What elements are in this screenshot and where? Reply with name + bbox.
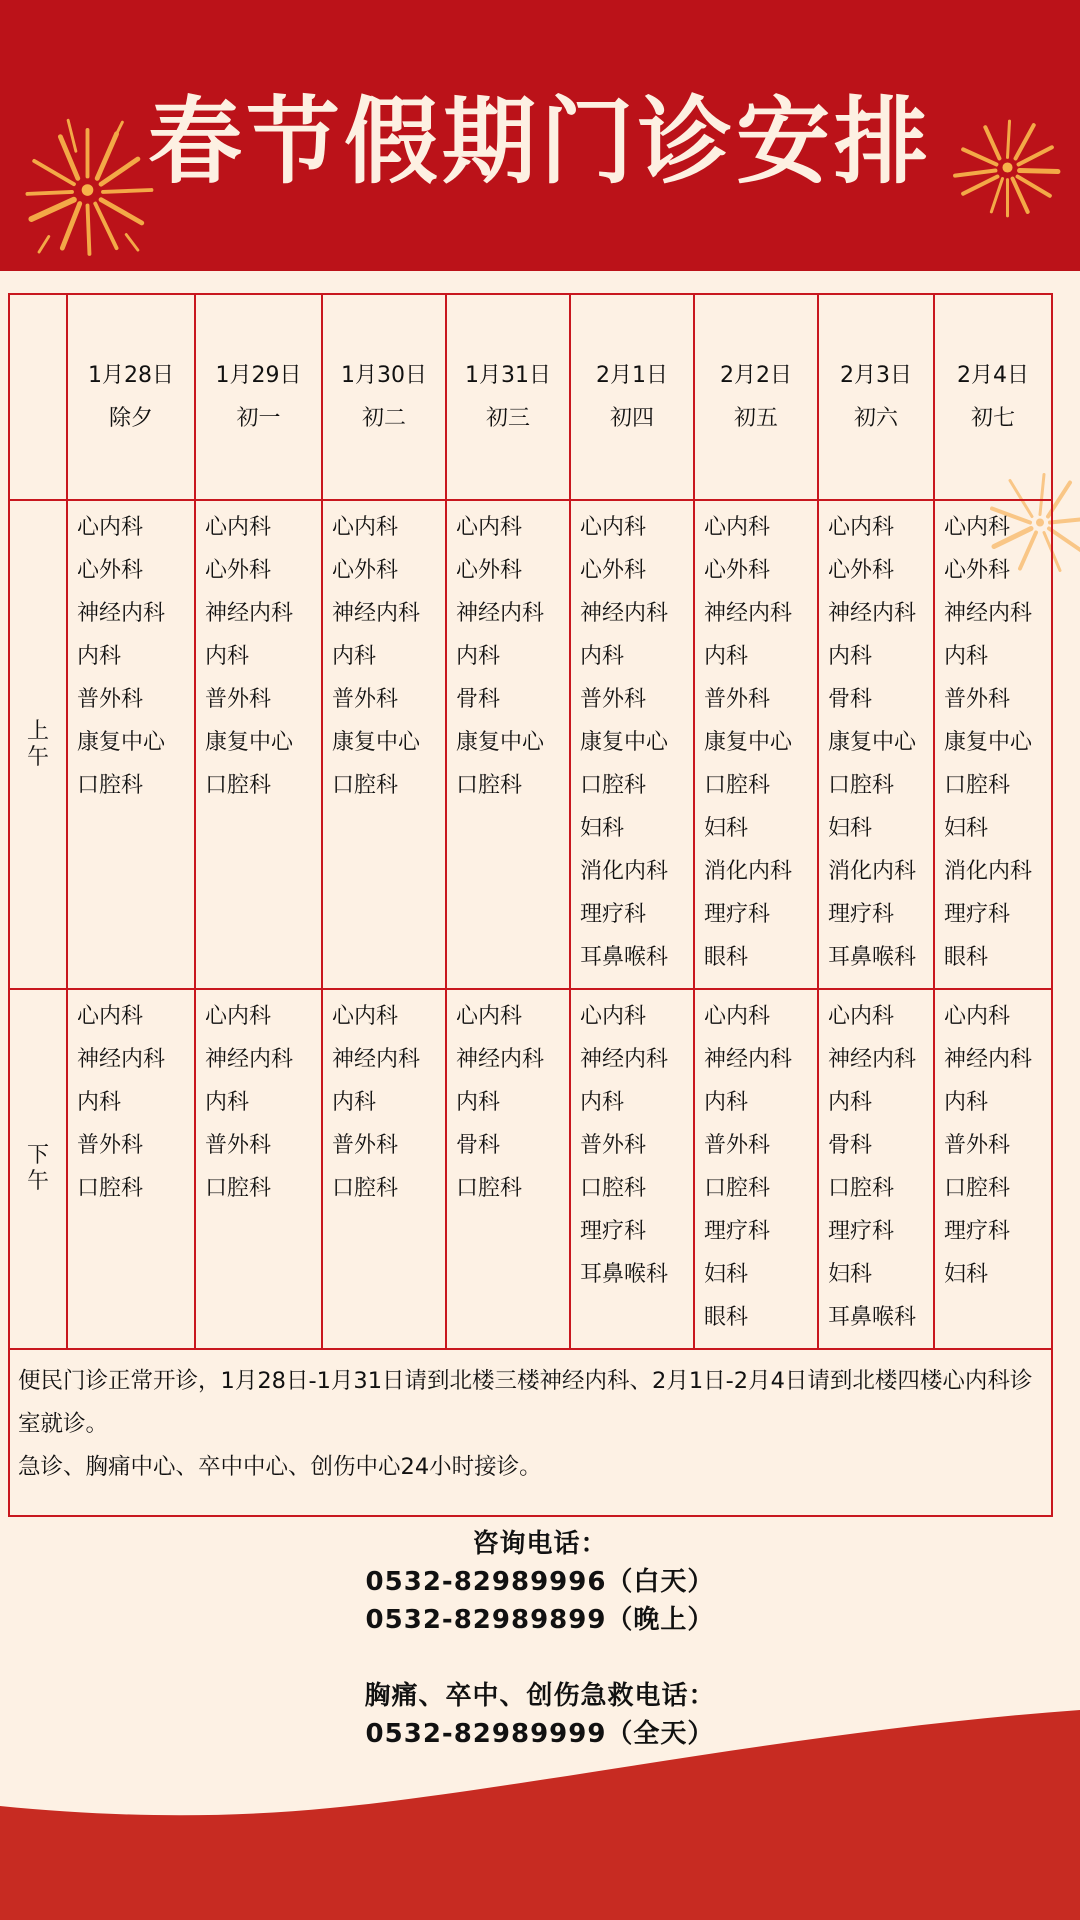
dept-item: 普外科 — [77, 1133, 144, 1158]
dept-item: 内科 — [456, 1090, 501, 1115]
column-date: 1月30日 — [341, 363, 427, 388]
dept-item: 眼科 — [944, 945, 989, 970]
dept-cell — [695, 501, 819, 990]
dept-item: 康复中心 — [944, 730, 1033, 755]
dept-item: 内科 — [704, 644, 749, 669]
dept-cell — [196, 501, 323, 990]
dept-item: 心内科 — [456, 515, 523, 540]
column-date: 2月2日 — [720, 363, 792, 388]
dept-list — [935, 990, 1051, 1296]
dept-item: 口腔科 — [580, 1176, 647, 1201]
schedule-grid — [10, 295, 1051, 1350]
dept-cell — [819, 501, 935, 990]
dept-cell — [571, 501, 695, 990]
dept-item: 心内科 — [332, 515, 399, 540]
dept-item: 康复中心 — [77, 730, 166, 755]
column-lunar: 初三 — [485, 406, 530, 431]
period-cell-afternoon — [10, 990, 68, 1350]
column-date: 1月31日 — [465, 363, 551, 388]
schedule-table — [8, 293, 1053, 1517]
spacer — [0, 1639, 1080, 1677]
dept-list — [695, 990, 817, 1339]
dept-item: 消化内科 — [828, 859, 917, 884]
dept-item: 妇科 — [944, 1262, 989, 1287]
dept-cell — [695, 990, 819, 1350]
consult-label: 咨询电话： — [472, 1529, 608, 1559]
dept-item: 内科 — [828, 644, 873, 669]
dept-list — [196, 990, 321, 1210]
dept-item: 内科 — [704, 1090, 749, 1115]
dept-item: 神经内科 — [456, 601, 545, 626]
dept-item: 口腔科 — [332, 773, 399, 798]
dept-cell — [935, 990, 1051, 1350]
dept-item: 心内科 — [77, 515, 144, 540]
dept-cell — [571, 990, 695, 1350]
dept-item: 妇科 — [580, 816, 625, 841]
dept-item: 耳鼻喉科 — [580, 1262, 669, 1287]
consult-phone-day: 0532-82989996（白天） — [365, 1567, 715, 1597]
column-lunar: 除夕 — [108, 406, 153, 431]
dept-item: 内科 — [580, 644, 625, 669]
dept-item: 内科 — [944, 1090, 989, 1115]
dept-cell — [447, 501, 571, 990]
dept-item: 妇科 — [944, 816, 989, 841]
dept-item: 内科 — [332, 1090, 377, 1115]
dept-list — [571, 990, 693, 1296]
dept-item: 神经内科 — [944, 601, 1033, 626]
dept-item: 心内科 — [205, 515, 272, 540]
dept-item: 心外科 — [205, 558, 272, 583]
dept-item: 普外科 — [944, 1133, 1011, 1158]
dept-cell — [68, 501, 196, 990]
dept-item: 心内科 — [332, 1004, 399, 1029]
dept-item: 口腔科 — [704, 1176, 771, 1201]
dept-item: 普外科 — [704, 1133, 771, 1158]
dept-item: 心外科 — [828, 558, 895, 583]
dept-item: 普外科 — [944, 687, 1011, 712]
period-label: 上午 — [26, 718, 49, 770]
period-label: 下午 — [26, 1143, 49, 1194]
dept-item: 内科 — [205, 1090, 250, 1115]
column-header — [819, 295, 935, 501]
dept-item: 神经内科 — [456, 1047, 545, 1072]
dept-item: 普外科 — [580, 1133, 647, 1158]
dept-list — [323, 990, 445, 1210]
dept-cell — [196, 990, 323, 1350]
dept-item: 神经内科 — [580, 1047, 669, 1072]
dept-item: 口腔科 — [456, 773, 523, 798]
dept-item: 心内科 — [704, 515, 771, 540]
footer-wave — [0, 1690, 1080, 1920]
dept-item: 神经内科 — [704, 601, 793, 626]
dept-cell — [447, 990, 571, 1350]
dept-item: 理疗科 — [580, 902, 647, 927]
dept-item: 普外科 — [205, 1133, 272, 1158]
column-date: 2月3日 — [840, 363, 912, 388]
dept-list — [935, 501, 1051, 979]
dept-item: 内科 — [205, 644, 250, 669]
dept-item: 心外科 — [332, 558, 399, 583]
dept-item: 口腔科 — [332, 1176, 399, 1201]
page-title: 春节假期门诊安排 — [147, 88, 932, 197]
dept-list — [68, 990, 194, 1210]
dept-item: 口腔科 — [944, 1176, 1011, 1201]
dept-item: 心外科 — [944, 558, 1011, 583]
dept-item: 内科 — [332, 644, 377, 669]
dept-item: 心内科 — [704, 1004, 771, 1029]
dept-item: 普外科 — [580, 687, 647, 712]
dept-item: 理疗科 — [828, 902, 895, 927]
dept-item: 妇科 — [704, 816, 749, 841]
corner-cell — [10, 295, 68, 501]
dept-item: 普外科 — [704, 687, 771, 712]
dept-item: 内科 — [828, 1090, 873, 1115]
dept-item: 神经内科 — [580, 601, 669, 626]
dept-item: 消化内科 — [944, 859, 1033, 884]
dept-item: 消化内科 — [704, 859, 793, 884]
column-header — [196, 295, 323, 501]
column-lunar: 初一 — [236, 406, 281, 431]
dept-item: 内科 — [580, 1090, 625, 1115]
dept-item: 普外科 — [332, 687, 399, 712]
dept-item: 消化内科 — [580, 859, 669, 884]
dept-item: 口腔科 — [77, 773, 144, 798]
dept-item: 口腔科 — [828, 1176, 895, 1201]
column-date: 2月1日 — [596, 363, 668, 388]
period-cell-morning — [10, 501, 68, 990]
dept-item: 口腔科 — [828, 773, 895, 798]
dept-item: 心内科 — [205, 1004, 272, 1029]
dept-item: 理疗科 — [704, 902, 771, 927]
note-text: 急诊、胸痛中心、卒中中心、创伤中心24小时接诊。 — [18, 1454, 542, 1480]
dept-item: 康复中心 — [580, 730, 669, 755]
dept-list — [68, 501, 194, 807]
dept-item: 心外科 — [77, 558, 144, 583]
dept-item: 神经内科 — [704, 1047, 793, 1072]
dept-item: 神经内科 — [205, 1047, 294, 1072]
consult-phone-night: 0532-82989899（晚上） — [365, 1605, 715, 1635]
dept-cell — [819, 990, 935, 1350]
dept-item: 康复中心 — [704, 730, 793, 755]
dept-item: 心内科 — [580, 1004, 647, 1029]
dept-item: 口腔科 — [205, 1176, 272, 1201]
dept-item: 心外科 — [580, 558, 647, 583]
dept-item: 妇科 — [704, 1262, 749, 1287]
dept-cell — [68, 990, 196, 1350]
dept-item: 康复中心 — [828, 730, 917, 755]
dept-item: 眼科 — [704, 945, 749, 970]
dept-item: 神经内科 — [828, 1047, 917, 1072]
emergency-phone: 0532-82989999（全天） — [365, 1719, 715, 1749]
dept-item: 骨科 — [828, 687, 873, 712]
dept-item: 康复中心 — [456, 730, 545, 755]
dept-item: 心内科 — [828, 1004, 895, 1029]
dept-item: 内科 — [456, 644, 501, 669]
dept-item: 妇科 — [828, 816, 873, 841]
dept-list — [695, 501, 817, 979]
dept-item: 神经内科 — [205, 601, 294, 626]
dept-item: 神经内科 — [77, 1047, 166, 1072]
dept-item: 耳鼻喉科 — [828, 1305, 917, 1330]
dept-item: 骨科 — [456, 1133, 501, 1158]
dept-item: 理疗科 — [944, 902, 1011, 927]
column-lunar: 初四 — [609, 406, 654, 431]
dept-item: 口腔科 — [580, 773, 647, 798]
dept-item: 心外科 — [704, 558, 771, 583]
dept-item: 神经内科 — [332, 1047, 421, 1072]
dept-item: 口腔科 — [456, 1176, 523, 1201]
dept-list — [447, 990, 569, 1210]
dept-item: 普外科 — [332, 1133, 399, 1158]
dept-item: 心内科 — [944, 515, 1011, 540]
dept-item: 耳鼻喉科 — [580, 945, 669, 970]
column-header — [447, 295, 571, 501]
dept-item: 心内科 — [77, 1004, 144, 1029]
dept-item: 神经内科 — [944, 1047, 1033, 1072]
column-header — [571, 295, 695, 501]
dept-cell — [935, 501, 1051, 990]
dept-item: 理疗科 — [944, 1219, 1011, 1244]
notes-section — [10, 1350, 1051, 1517]
dept-item: 内科 — [77, 1090, 122, 1115]
dept-item: 心内科 — [580, 515, 647, 540]
column-header — [68, 295, 196, 501]
column-date: 1月28日 — [88, 363, 174, 388]
dept-item: 康复中心 — [332, 730, 421, 755]
column-header — [323, 295, 447, 501]
dept-item: 神经内科 — [332, 601, 421, 626]
dept-item: 眼科 — [704, 1305, 749, 1330]
dept-item: 口腔科 — [77, 1176, 144, 1201]
dept-item: 耳鼻喉科 — [828, 945, 917, 970]
column-lunar: 初七 — [970, 406, 1015, 431]
column-date: 1月29日 — [215, 363, 302, 388]
dept-item: 心内科 — [944, 1004, 1011, 1029]
dept-item: 心内科 — [828, 515, 895, 540]
dept-cell — [323, 501, 447, 990]
dept-item: 口腔科 — [944, 773, 1011, 798]
column-header — [695, 295, 819, 501]
column-lunar: 初五 — [733, 406, 778, 431]
dept-item: 理疗科 — [828, 1219, 895, 1244]
column-date: 2月4日 — [957, 363, 1029, 388]
dept-item: 妇科 — [828, 1262, 873, 1287]
dept-item: 内科 — [944, 644, 989, 669]
dept-list — [571, 501, 693, 979]
emergency-label: 胸痛、卒中、创伤急救电话： — [364, 1681, 716, 1711]
dept-item: 神经内科 — [828, 601, 917, 626]
dept-cell — [323, 990, 447, 1350]
dept-list — [819, 501, 933, 979]
header-banner — [0, 0, 1080, 271]
column-header — [935, 295, 1051, 501]
dept-item: 心外科 — [456, 558, 523, 583]
dept-list — [323, 501, 445, 807]
dept-list — [447, 501, 569, 807]
dept-item: 理疗科 — [580, 1219, 647, 1244]
dept-item: 普外科 — [77, 687, 144, 712]
column-lunar: 初六 — [853, 406, 898, 431]
column-lunar: 初二 — [361, 406, 406, 431]
dept-item: 骨科 — [828, 1133, 873, 1158]
dept-item: 理疗科 — [704, 1219, 771, 1244]
dept-item: 内科 — [77, 644, 122, 669]
dept-item: 口腔科 — [205, 773, 272, 798]
dept-item: 普外科 — [205, 687, 272, 712]
dept-list — [196, 501, 321, 807]
dept-item: 骨科 — [456, 687, 501, 712]
dept-list — [819, 990, 933, 1339]
dept-item: 康复中心 — [205, 730, 294, 755]
dept-item: 神经内科 — [77, 601, 166, 626]
dept-item: 心内科 — [456, 1004, 523, 1029]
dept-item: 口腔科 — [704, 773, 771, 798]
note-text: 便民门诊正常开诊，1月28日-1月31日请到北楼三楼神经内科、2月1日-2月4日请到北楼四楼心内科诊室就诊。 — [18, 1368, 1033, 1437]
